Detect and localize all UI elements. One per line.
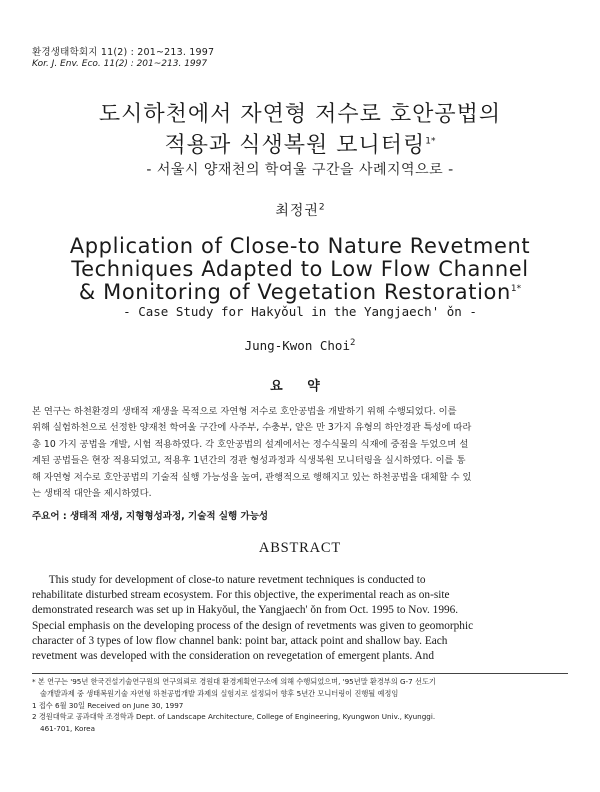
english-subtitle: - Case Study for Hakyǒul in the Yangjaech' ǒn - (123, 304, 477, 319)
footnote-line: 461-701, Korea (40, 724, 95, 734)
english-title-line-2: Techniques Adapted to Low Flow Channel (71, 257, 529, 281)
footnote-divider (32, 673, 568, 674)
korean-abstract-line: 총 10 가지 공법을 개발, 시험 적용하였다. 각 호안공법의 설계에서는 정수식물의 식재에 중점을 두었으며 설 (32, 438, 469, 450)
english-abstract-line: revetment was developed with the consideration on revegetation of emergent plants. And (32, 650, 434, 663)
english-abstract-line: This study for development of close-to nature revetment techniques is conducted to (32, 574, 426, 586)
english-abstract-line: Special emphasis on the developing process of the design of revetments was given to geomorphic (32, 619, 474, 632)
keywords (32, 508, 268, 522)
keywords-list: 생태적 재생, 지형형성과정, 기술적 실행 가능성 (69, 511, 269, 522)
journal-citation-english: Kor. J. Env. Eco. 11(2) : 201~213. 1997 (32, 59, 208, 69)
korean-abstract-line: 해 자연형 저수로 호안공법의 기술적 실행 가능성을 높여, 관행적으로 행해지고 있는 하천공법을 대체할 수 있 (32, 471, 472, 483)
korean-abstract-line: 계된 공법들은 현장 적용되었고, 적용후 1년간의 경관 형성과정과 식생복원 모니터링을 실시하였다. 이를 통 (32, 455, 466, 467)
korean-title-line-2-text: 적용과 식생복원 모니터링 (164, 133, 426, 158)
korean-abstract-heading: 요 약 (270, 379, 330, 394)
english-author-mark: 2 (349, 338, 356, 348)
journal-citation-korean: 환경생태학회지 11(2) : 201~213. 1997 (32, 47, 215, 58)
english-abstract-line: character of 3 types of low flow channel bank: point bar, attack point and shallow bay. Each (32, 634, 448, 647)
english-title-line-3 (0, 280, 600, 304)
korean-abstract-body (32, 404, 568, 502)
footnote-line: 1 접수 6월 30일 Received on June 30, 1997 (32, 700, 184, 710)
korean-author-mark: 2 (318, 202, 325, 213)
korean-author (0, 200, 600, 220)
korean-subtitle: - 서울시 양재천의 학여울 구간을 사례지역으로 - (146, 162, 454, 178)
english-title-footnote-mark: 1* (510, 284, 522, 294)
korean-title-line-2 (0, 128, 600, 159)
korean-author-name: 최정권 (275, 203, 319, 219)
footnote-line: 술개발과제 중 생태복원기술 자연형 하천공법개발 과제의 실험지로 설정되어 향후 5년간 모니터링이 진행될 예정임 (40, 688, 399, 698)
english-abstract-heading: ABSTRACT (258, 540, 342, 556)
english-abstract-line: rehabilitate disturbed stream ecosystem. For this objective, the experimental reach as on-site (32, 589, 450, 602)
footnote-line: * 본 연구는 '95년 한국건설기술연구원의 연구의뢰로 경원대 환경계획연구소에 의해 수행되었으며, '95년말 환경부의 G-7 선도기 (32, 677, 436, 686)
english-title-line-3-text: & Monitoring of Vegetation Restoration (78, 280, 511, 304)
korean-title-line-1: 도시하천에서 자연형 저수로 호안공법의 (98, 102, 502, 127)
korean-abstract-line: 본 연구는 하천환경의 생태적 재생을 목적으로 자연형 저수로 호안공법을 개발하기 위해 수행되었다. 이를 (32, 406, 457, 417)
english-title-line-1: Application of Close-to Nature Revetment (69, 234, 531, 258)
korean-abstract-line: 는 생태적 대안을 제시하였다. (32, 488, 152, 500)
english-author-name: Jung-Kwon Choi (244, 338, 350, 354)
english-abstract-line: demonstrated research was set up in Hakyǒul, the Yangjaech' ǒn from Oct. 1995 to Nov. 1996. (32, 604, 459, 617)
footnotes (32, 676, 572, 735)
english-author (0, 338, 600, 353)
keywords-label: 주요어 : (32, 511, 67, 522)
korean-abstract-line: 위해 실험하천으로 선정한 양재천 학여울 구간에 사주부, 수충부, 얕은 만 3가지 유형의 하안경관 특성에 따라 (32, 422, 472, 434)
footnote-line: 2 경원대학교 공과대학 조경학과 Dept. of Landscape Architecture, College of Engineering, Kyungwon Univ., Kyunggi. (32, 712, 436, 722)
english-abstract-body (32, 573, 572, 664)
korean-title-footnote-mark: 1* (425, 136, 436, 147)
